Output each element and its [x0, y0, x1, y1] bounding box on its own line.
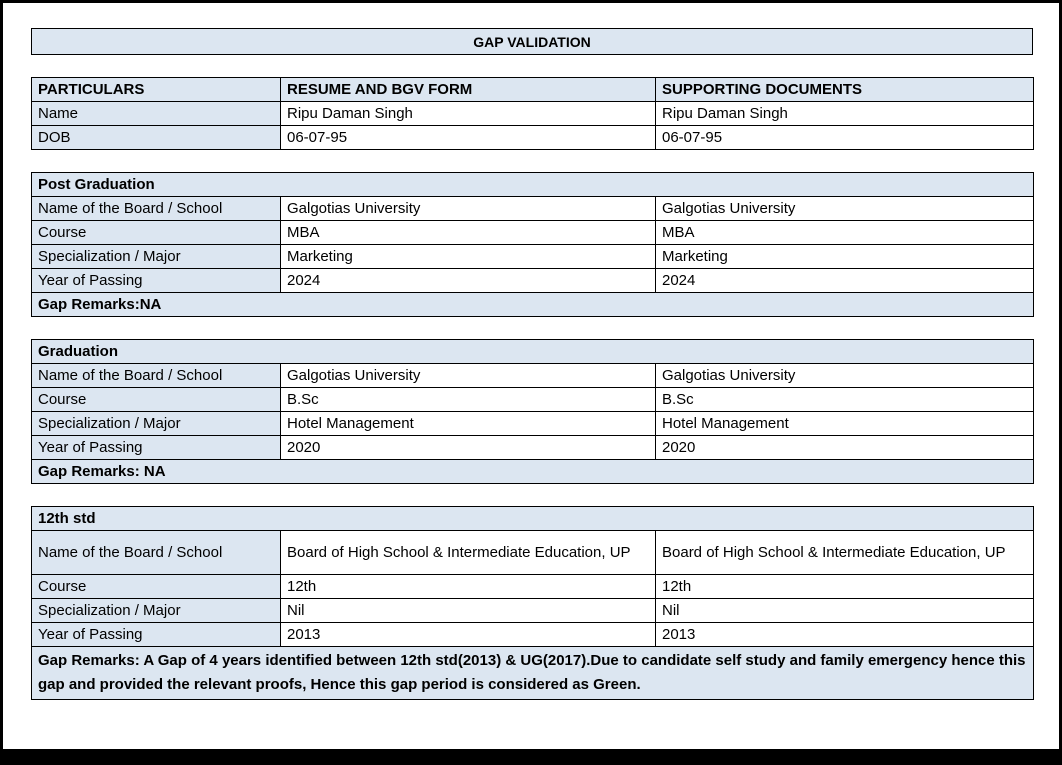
- supporting-value-cell: 2013: [656, 623, 1034, 647]
- gap-remarks-row: [32, 460, 1034, 484]
- gap-remarks-row: [32, 293, 1034, 317]
- table-header-row: [32, 78, 1034, 102]
- table-row: [32, 126, 1034, 150]
- resume-value-cell: Nil: [281, 599, 656, 623]
- section-header-row: [32, 173, 1034, 197]
- header-supporting-docs: SUPPORTING DOCUMENTS: [656, 78, 1034, 102]
- row-label-cell: Specialization / Major: [32, 599, 281, 623]
- table-row: [32, 531, 1034, 575]
- resume-value-cell: 12th: [281, 575, 656, 599]
- row-label-cell: Year of Passing: [32, 436, 281, 460]
- row-label-cell: Course: [32, 221, 281, 245]
- section-title: 12th std: [32, 507, 1034, 531]
- row-label-cell: Course: [32, 575, 281, 599]
- resume-value-cell: B.Sc: [281, 388, 656, 412]
- supporting-value-cell: Ripu Daman Singh: [656, 102, 1034, 126]
- row-label-cell: Name of the Board / School: [32, 197, 281, 221]
- header-resume-bgv: RESUME AND BGV FORM: [281, 78, 656, 102]
- supporting-value-cell: 2020: [656, 436, 1034, 460]
- document-content: [3, 3, 1059, 700]
- resume-value-cell: MBA: [281, 221, 656, 245]
- row-label-cell: Year of Passing: [32, 269, 281, 293]
- resume-value-cell: Galgotias University: [281, 197, 656, 221]
- table-row: [32, 102, 1034, 126]
- bottom-bar: [3, 749, 1059, 762]
- resume-value-cell: 2013: [281, 623, 656, 647]
- table-row: [32, 197, 1034, 221]
- supporting-value-cell: MBA: [656, 221, 1034, 245]
- resume-value-cell: Galgotias University: [281, 364, 656, 388]
- gap-remarks: Gap Remarks: NA: [32, 460, 1034, 484]
- page-title: GAP VALIDATION: [31, 28, 1033, 55]
- table-row: [32, 245, 1034, 269]
- row-label-cell: Year of Passing: [32, 623, 281, 647]
- resume-value-cell: Hotel Management: [281, 412, 656, 436]
- table-row: [32, 599, 1034, 623]
- resume-value-cell: Board of High School & Intermediate Education, UP: [281, 531, 656, 575]
- row-label-cell: Name: [32, 102, 281, 126]
- section-title: Graduation: [32, 340, 1034, 364]
- table-row: [32, 221, 1034, 245]
- section-title: Post Graduation: [32, 173, 1034, 197]
- row-label-cell: Name of the Board / School: [32, 531, 281, 575]
- section-post-graduation: [31, 172, 1034, 317]
- supporting-value-cell: B.Sc: [656, 388, 1034, 412]
- header-particulars: PARTICULARS: [32, 78, 281, 102]
- row-label-cell: Course: [32, 388, 281, 412]
- row-label-cell: DOB: [32, 126, 281, 150]
- supporting-value-cell: Board of High School & Intermediate Education, UP: [656, 531, 1034, 575]
- section-header-row: [32, 507, 1034, 531]
- supporting-value-cell: 06-07-95: [656, 126, 1034, 150]
- resume-value-cell: Ripu Daman Singh: [281, 102, 656, 126]
- table-row: [32, 436, 1034, 460]
- row-label-cell: Specialization / Major: [32, 245, 281, 269]
- supporting-value-cell: Nil: [656, 599, 1034, 623]
- table-row: [32, 575, 1034, 599]
- section-12th-std: [31, 506, 1034, 700]
- table-row: [32, 269, 1034, 293]
- supporting-value-cell: Galgotias University: [656, 197, 1034, 221]
- section-header-row: [32, 340, 1034, 364]
- supporting-value-cell: Marketing: [656, 245, 1034, 269]
- resume-value-cell: 2024: [281, 269, 656, 293]
- gap-remarks: Gap Remarks: A Gap of 4 years identified between 12th std(2013) & UG(2017).Due to candidate self study and family emergency hence this gap and provided the relevant proofs, Hence this gap period is considered as Green.: [32, 647, 1034, 700]
- supporting-value-cell: Hotel Management: [656, 412, 1034, 436]
- supporting-value-cell: Galgotias University: [656, 364, 1034, 388]
- resume-value-cell: 06-07-95: [281, 126, 656, 150]
- gap-remarks-row: [32, 647, 1034, 700]
- table-row: [32, 623, 1034, 647]
- row-label-cell: Name of the Board / School: [32, 364, 281, 388]
- table-row: [32, 388, 1034, 412]
- row-label-cell: Specialization / Major: [32, 412, 281, 436]
- personal-table: [31, 77, 1034, 150]
- supporting-value-cell: 12th: [656, 575, 1034, 599]
- table-row: [32, 412, 1034, 436]
- resume-value-cell: 2020: [281, 436, 656, 460]
- section-graduation: [31, 339, 1034, 484]
- gap-remarks: Gap Remarks:NA: [32, 293, 1034, 317]
- supporting-value-cell: 2024: [656, 269, 1034, 293]
- resume-value-cell: Marketing: [281, 245, 656, 269]
- table-row: [32, 364, 1034, 388]
